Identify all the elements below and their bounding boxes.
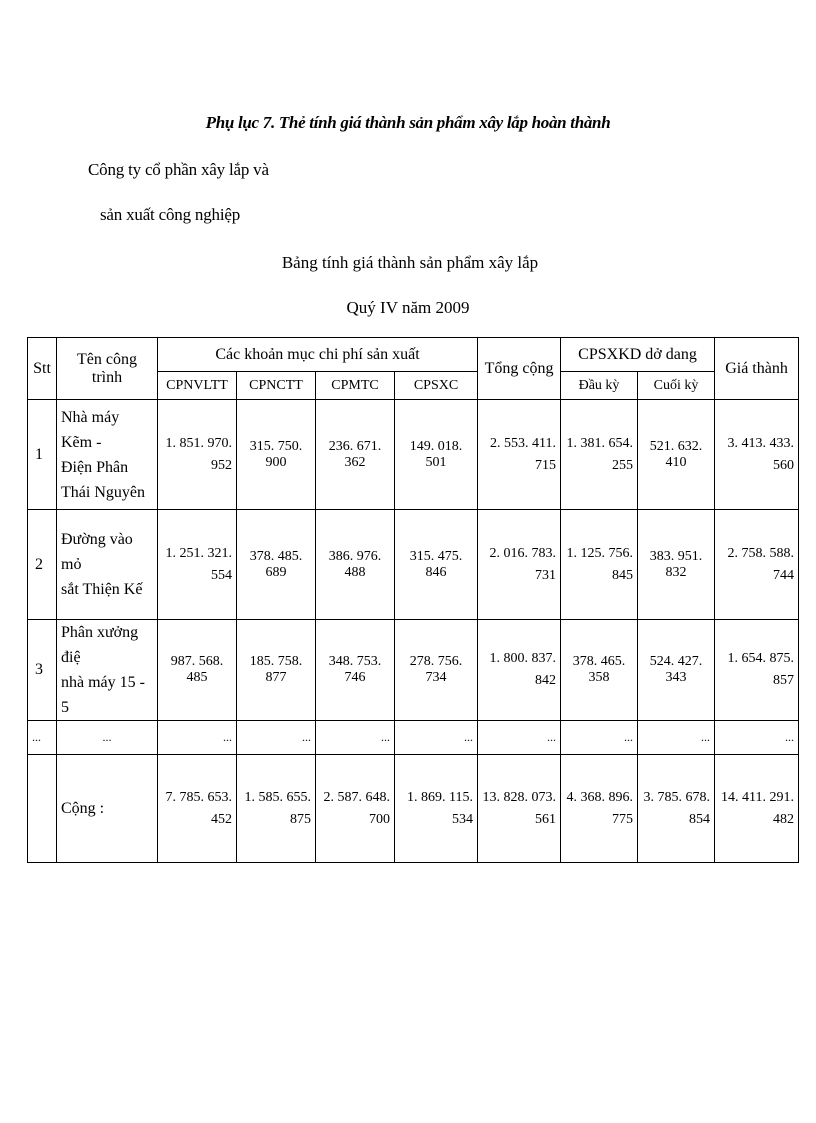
cell-wip-end: 521. 632. 410: [638, 400, 715, 510]
header-cpnvltt: CPNVLTT: [158, 372, 237, 400]
value-part: 731: [535, 567, 557, 583]
cell-total: [478, 755, 561, 863]
value-part: 854: [689, 811, 711, 827]
cell-cpnvltt: [158, 510, 237, 620]
table-title-text: Bảng tính giá thành sản phẩm xây lắp: [281, 253, 539, 272]
cell-cpnctt: 378. 485. 689: [237, 510, 316, 620]
value-part: 14. 411. 291.: [721, 789, 795, 805]
value-part: 845: [612, 567, 634, 583]
cell-wip-end: [638, 755, 715, 863]
cell-cpnctt: ...: [237, 721, 316, 755]
cell-wip-begin: 378. 465. 358: [561, 620, 638, 721]
value-part: 715: [535, 457, 557, 473]
value-part: 1. 869. 115.: [407, 789, 474, 805]
appendix-title: Phụ lục 7. Thẻ tính giá thành sản phẩm xây lắp hoàn thành: [205, 113, 611, 132]
value-part: 560: [773, 457, 795, 473]
header-cost: Giá thành: [715, 338, 799, 400]
total-row: [28, 755, 799, 863]
table-title: [0, 253, 816, 273]
table-row: [28, 620, 799, 721]
value-part: 842: [535, 673, 557, 688]
value-part: 561: [535, 811, 557, 827]
cell-name: [57, 510, 158, 620]
ellipsis-row: [28, 721, 799, 755]
cell-cpnctt: 185. 758. 877: [237, 620, 316, 721]
company-name-line1: Công ty cổ phần xây lắp và: [88, 160, 269, 179]
cell-cpmtc: 236. 671. 362: [316, 400, 395, 510]
cell-cpsxc: 278. 756. 734: [395, 620, 478, 721]
value-part: 2. 553. 411.: [490, 435, 557, 451]
name-line: Điện Phân: [61, 458, 129, 476]
cell-name: [57, 400, 158, 510]
cell-cpsxc: 315. 475. 846: [395, 510, 478, 620]
cell-cpmtc: ...: [316, 721, 395, 755]
header-stt: Stt: [28, 338, 57, 400]
table-row: [28, 510, 799, 620]
value-part: 4. 368. 896.: [566, 789, 634, 805]
cell-cost: [715, 400, 799, 510]
value-part: 952: [211, 457, 232, 473]
cell-total: [478, 400, 561, 510]
cell-cost: [715, 510, 799, 620]
name-line: Nhà máy Kẽm -: [61, 408, 120, 451]
value-part: 534: [452, 811, 474, 827]
cost-table: [27, 337, 799, 863]
cell-wip-begin: [561, 755, 638, 863]
cell-stt: 1: [28, 400, 57, 510]
value-part: 1. 800. 837.: [489, 651, 557, 666]
header-row-1: [28, 338, 799, 372]
cell-wip-end: 383. 951. 832: [638, 510, 715, 620]
value-part: 775: [612, 811, 634, 827]
cell-cpnvltt: [158, 400, 237, 510]
header-wip-begin: Đầu kỳ: [561, 372, 638, 400]
cell-cpnvltt: [158, 755, 237, 863]
value-part: 452: [211, 811, 232, 827]
name-line: Phân xưởng điệ: [61, 624, 139, 666]
value-part: 875: [290, 811, 311, 827]
cell-stt: [28, 755, 57, 863]
value-part: 3. 413. 433.: [727, 435, 795, 451]
value-part: 3. 785. 678.: [643, 789, 711, 805]
header-cpsxc: CPSXC: [395, 372, 478, 400]
header-name: Tên công trình: [57, 338, 158, 400]
cell-wip-begin: [561, 400, 638, 510]
cell-cpmtc: 348. 753. 746: [316, 620, 395, 721]
name-line: Thái Nguyên: [61, 483, 145, 501]
cell-stt: ...: [28, 721, 57, 755]
value-part: 2. 587. 648.: [323, 789, 390, 805]
total-label: Cộng :: [57, 755, 158, 863]
value-part: 1. 654. 875.: [727, 651, 795, 666]
cell-wip-end: ...: [638, 721, 715, 755]
company-name-line2: sản xuất công nghiệp: [100, 205, 240, 224]
cell-cpmtc: [316, 755, 395, 863]
value-part: 2. 016. 783.: [489, 545, 557, 561]
cell-cpnctt: [237, 755, 316, 863]
cell-cpsxc: ...: [395, 721, 478, 755]
header-wip-end: Cuối kỳ: [638, 372, 715, 400]
cell-wip-begin: ...: [561, 721, 638, 755]
header-cpmtc: CPMTC: [316, 372, 395, 400]
cell-cpmtc: 386. 976. 488: [316, 510, 395, 620]
name-line: sắt Thiện Kế: [61, 581, 143, 598]
cell-total: [478, 620, 561, 721]
value-part: 1. 585. 655.: [244, 789, 311, 805]
value-part: 1. 125. 756.: [566, 545, 634, 561]
cell-stt: 2: [28, 510, 57, 620]
cell-stt: 3: [28, 620, 57, 721]
period-label: Quý IV năm 2009: [346, 298, 470, 317]
value-part: 482: [773, 811, 795, 827]
value-part: 1. 381. 654.: [566, 435, 634, 451]
value-part: 7. 785. 653.: [165, 789, 232, 805]
cell-wip-begin: [561, 510, 638, 620]
header-cpnctt: CPNCTT: [237, 372, 316, 400]
header-wip: CPSXKD dở dang: [561, 338, 715, 372]
cell-cpnctt: 315. 750. 900: [237, 400, 316, 510]
value-part: 554: [211, 567, 232, 583]
cell-cpnvltt: ...: [158, 721, 237, 755]
value-part: 2. 758. 588.: [727, 545, 795, 561]
header-cost-items: Các khoản mục chi phí sản xuất: [158, 338, 478, 372]
cell-name: ...: [57, 721, 158, 755]
cell-total: ...: [478, 721, 561, 755]
cell-cost: [715, 755, 799, 863]
cell-cpnvltt: 987. 568. 485: [158, 620, 237, 721]
value-part: 857: [773, 673, 795, 688]
cell-total: [478, 510, 561, 620]
value-part: 255: [612, 457, 634, 473]
value-part: 700: [369, 811, 390, 827]
cell-cost: ...: [715, 721, 799, 755]
cell-cost: [715, 620, 799, 721]
value-part: 13. 828. 073.: [482, 789, 557, 805]
name-line: Đường vào mỏ: [61, 531, 133, 573]
name-line: nhà máy 15 - 5: [61, 674, 145, 716]
header-total: Tổng cộng: [478, 338, 561, 400]
value-part: 744: [773, 567, 795, 583]
value-part: 1. 251. 321.: [165, 545, 232, 561]
table-row: [28, 400, 799, 510]
cell-name: [57, 620, 158, 721]
cell-cpsxc: [395, 755, 478, 863]
cell-cpsxc: 149. 018. 501: [395, 400, 478, 510]
cell-wip-end: 524. 427. 343: [638, 620, 715, 721]
value-part: 1. 851. 970.: [165, 435, 232, 451]
